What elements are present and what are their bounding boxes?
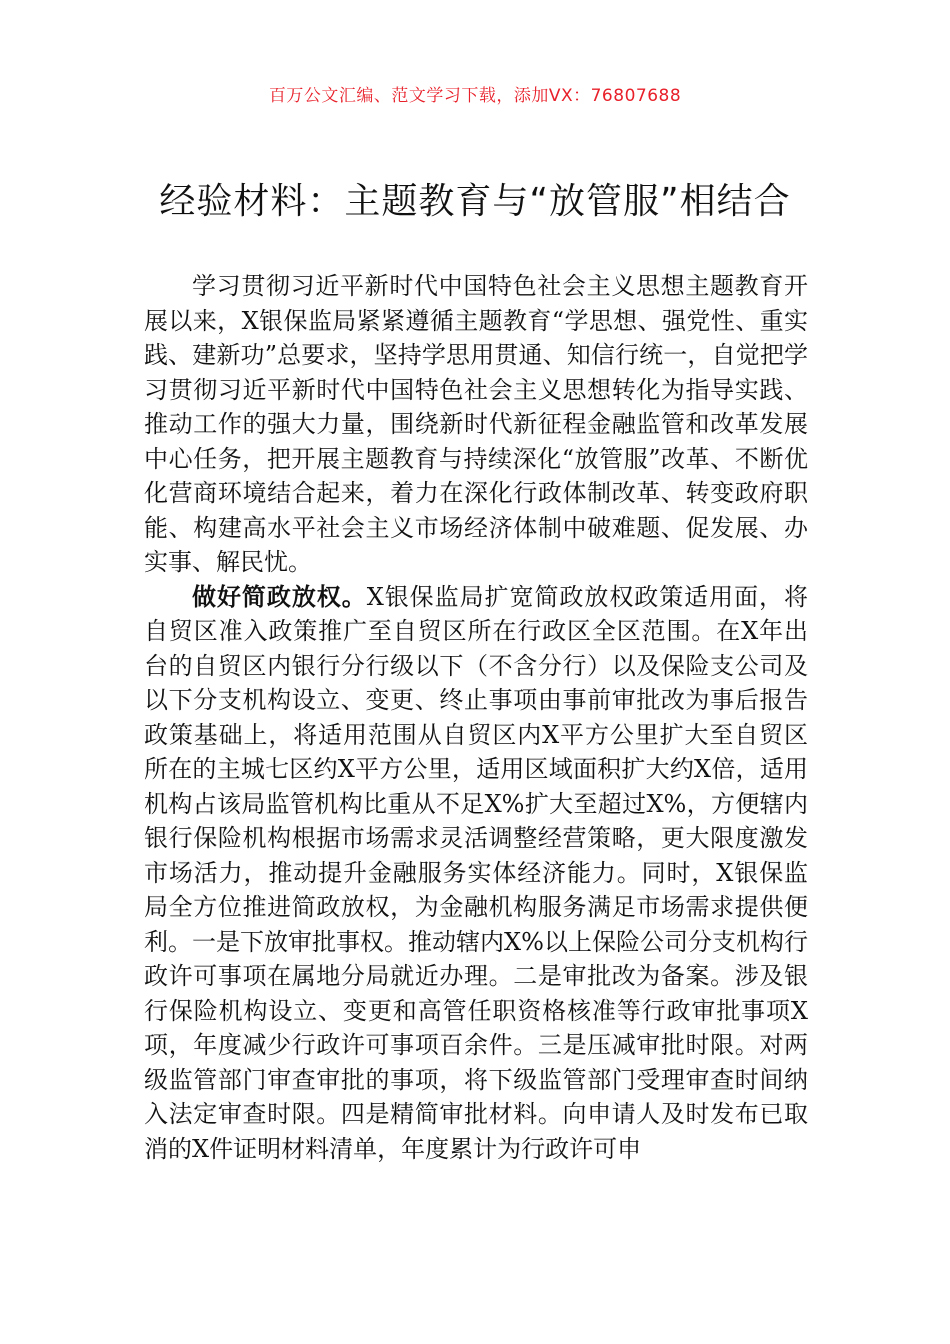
header-watermark-note: 百万公文汇编、范文学习下载，添加VX：76807688 [268,86,682,106]
paragraph-text: X银保监局扩宽简政放权政策适用面，将自贸区准入政策推广至自贸区所在行政区全区范围。在X年出台的自贸区内银行分行级以下（不含分行）以及保险支公司及以下分支机构设立、变更、终止事项由事前审批改为事后报告政策基础上，将适用范围从自贸区内X平方公里扩大至自贸区所在的主城七区约X平方公里，适用区域面积扩大约X倍，适用机构占该局监管机构比重从不足X%扩大至超过X%，方便辖内银行保险机构根据市场需求灵活调整经营策略，更大限度激发市场活力，推动提升金融服务实体经济能力。同时，X银保监局全方位推进简政放权，为金融机构服务满足市场需求提供便利。一是下放审批事权。推动辖内X%以上保险公司分支机构行政许可事项在属地分局就近办理。二是审批改为备案。涉及银行保险机构设立、变更和高管任职资格核准等行政审批事项X项，年度减少行政许可事项百余件。三是压减审批时限。对两级监管部门审查审批的事项，将下级监管部门受理审查时间纳入法定审查时限。四是精简审批材料。向申请人及时发布已取消的X件证明材料清单，年度累计为行政许可申 [144,582,808,1163]
document-body [144,269,808,1166]
paragraph-lead: 做好简政放权。 [192,581,367,611]
paragraph-text: 学习贯彻习近平新时代中国特色社会主义思想主题教育开展以来，X银保监局紧紧遵循主题教育“学思想、强党性、重实践、建新功”总要求，坚持学思用贯通、知信行统一，自觉把学习贯彻习近平新时代中国特色社会主义思想转化为指导实践、推动工作的强大力量，围绕新时代新征程金融监管和改革发展中心任务，把开展主题教育与持续深化“放管服”改革、不断优化营商环境结合起来，着力在深化行政体制改革、转变政府职能、构建高水平社会主义市场经济体制中破难题、促发展、办实事、解民忧。 [144,272,808,576]
paragraph-simplify-administration [144,580,808,1167]
paragraph-intro [144,269,808,580]
document-title: 经验材料：主题教育与“放管服”相结合 [159,181,791,222]
